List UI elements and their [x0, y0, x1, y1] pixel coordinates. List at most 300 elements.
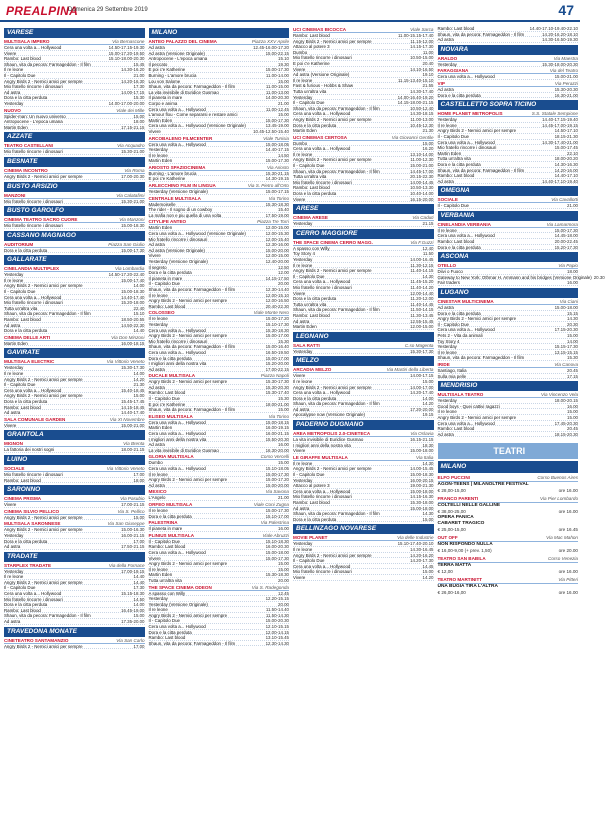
- film-showtimes: 15.00-17.30: [265, 507, 289, 513]
- cinema-address: Via San Giuseppe: [107, 521, 145, 527]
- film-showtimes: 15.30-18.00-20.30: [542, 61, 578, 67]
- cinema-name: SOCIALE: [437, 197, 458, 203]
- city-heading: BELLINZAGO NOVARESE: [293, 524, 434, 534]
- film-title: Cera una volta a... Hollywood: [148, 466, 206, 471]
- city-heading: VERBANIA: [438, 211, 579, 221]
- cinema-address: Via del Teatro: [549, 68, 578, 74]
- film-title: Ad astra: [293, 318, 310, 324]
- film-title: I migliori anni della nostra vita: [148, 361, 207, 367]
- cinema-name: SOCIALE: [4, 465, 25, 471]
- film-title: Yesterday: [437, 398, 457, 404]
- play-price: € 38,00-25,00: [437, 509, 466, 515]
- film-title: Toy Story 4: [293, 251, 315, 257]
- film-title: Il - Capitolo Due: [148, 618, 180, 624]
- film-title: Ad astra: [148, 442, 165, 448]
- film-showtimes: 12.00-14.40: [410, 290, 434, 296]
- film-title: Vivere: [148, 555, 161, 561]
- film-row: [149, 176, 290, 182]
- cinema-address: Via Perazzi: [554, 80, 578, 86]
- film-title: A spasso con Willy: [148, 590, 186, 596]
- cinema-address: Via Vittorio Veneto: [106, 465, 145, 471]
- film-showtimes: 15.00-18.00: [410, 505, 434, 511]
- film-title: Yesterday: [437, 117, 457, 123]
- play-price: € 25,00-15,00: [437, 527, 466, 533]
- film-showtimes: 15.00-16.40: [265, 344, 289, 350]
- film-showtimes: 12.10-15.15: [265, 624, 289, 630]
- cinema-name: SALA RATTI: [293, 342, 320, 348]
- film-title: Angry Birds 2 - Nemici amici per sempre: [148, 333, 228, 339]
- cinema-address: Via Vittorio Veneto: [106, 359, 145, 365]
- film-showtimes: 14.30-16.30: [554, 161, 578, 167]
- film-showtimes: 15.00-18.00: [410, 448, 434, 454]
- film-showtimes: 15.00-17.20: [265, 477, 289, 483]
- film-showtimes: 17.15-21.15: [121, 124, 145, 130]
- film-title: Vivere: [293, 574, 306, 580]
- theatre-name: TEATRO MARTINITT: [437, 577, 483, 583]
- film-title: Angry Birds 2 - Nemici amici per sempre: [293, 384, 372, 390]
- film-row: [149, 448, 290, 454]
- cinema-address: Via Oslavia: [410, 431, 434, 437]
- film-showtimes: 10.45-12.30: [410, 122, 434, 128]
- film-row: [4, 125, 145, 131]
- film-title: Shaun, vita da pecora: Farmageddon - Il film: [148, 344, 236, 350]
- film-title: Il - Capitolo Due: [437, 133, 469, 139]
- film-title: Il re leone: [293, 77, 313, 83]
- theatre-venue: [438, 577, 579, 596]
- film-showtimes: 16.00: [567, 280, 578, 286]
- cinema-name: PLINIUS MULTISALA: [148, 532, 195, 538]
- film-title: Tutta un'altra vita: [293, 301, 327, 307]
- film-title: Il re leone: [437, 409, 457, 415]
- film-showtimes: 14.00-16.40-19.20: [397, 94, 434, 100]
- cinema-name: VIP: [437, 80, 445, 86]
- film-showtimes: 18.00-20.15: [554, 398, 578, 404]
- film-row: [293, 575, 434, 581]
- film-title: Cera una volta a... Hollywood: [437, 420, 495, 426]
- film-title: Il - Capitolo Due: [148, 538, 180, 544]
- city-heading: OMEGNA: [438, 186, 579, 196]
- film-title: Angry Birds 2 - Nemici amici per sempre: [148, 561, 228, 567]
- cinema-name: CINEMA DELLE ARTI: [4, 334, 51, 340]
- film-showtimes: 13.10-14.00: [410, 151, 434, 157]
- film-title: Dora e la citta perduta: [148, 513, 192, 519]
- film-row: [4, 515, 145, 521]
- film-showtimes: 20.00-22.45: [554, 239, 578, 245]
- film-title: Mademoiselle: [148, 201, 176, 207]
- city-heading: CASSANO MAGNAGO: [4, 231, 145, 241]
- film-showtimes: 18.00: [133, 119, 145, 125]
- film-title: Mio fratello rincorre i dinosauri: [4, 596, 63, 602]
- cinema-address: Via della Fornace: [108, 562, 145, 568]
- film-showtimes: 14.20: [422, 574, 434, 580]
- film-showtimes: 15.00: [567, 414, 578, 420]
- film-showtimes: 15.00-17.30: [265, 117, 289, 123]
- film-showtimes: 14.15-16.30: [410, 494, 434, 500]
- cinema-address: Viale dei Mille: [116, 107, 145, 113]
- cinema-address: Via XI Novembre: [109, 416, 145, 422]
- film-title: Cera una volta a... Hollywood: [293, 390, 351, 396]
- cinema-name: ARCADIA MELZO: [293, 367, 332, 373]
- cinema-address: S.S. Statale Sempione: [531, 111, 578, 117]
- film-title: Il segreto: [148, 264, 167, 270]
- play-details: [438, 590, 579, 596]
- film-row: [4, 101, 145, 107]
- play-price: € 26,00-16,00: [437, 590, 466, 596]
- film-showtimes: 15.00-17.30: [554, 227, 578, 233]
- film-title: Cera una volta a... Hollywood: [148, 327, 206, 333]
- film-title: Ad astra: [437, 305, 454, 311]
- film-showtimes: 14.40-17.10-19.40-22.10: [529, 26, 578, 31]
- play-time: ore 16.45: [558, 527, 578, 533]
- film-showtimes: 14.20-17.30: [410, 558, 434, 564]
- film-showtimes: 15.00-17.30: [265, 158, 289, 164]
- play-details: [438, 569, 579, 575]
- cinema-address: Via Ciani: [559, 299, 578, 305]
- theatre-name: TEATRO SAN BABILA: [437, 556, 486, 562]
- city-heading: SARONNO: [4, 485, 145, 495]
- film-row: [293, 517, 434, 523]
- film-title: Shaun, vita da pecora: Farmageddon - Il film: [437, 31, 525, 37]
- film-showtimes: 17.00-21.15: [121, 502, 145, 508]
- film-showtimes: 11.50-14.15: [410, 307, 434, 313]
- film-showtimes: 15.00-18.30: [121, 289, 145, 295]
- film-title: E poi c'e Katherine: [293, 60, 330, 66]
- cinema-name: MOVIE PLANET: [293, 535, 328, 541]
- film-showtimes: 14.00-16.45: [410, 257, 434, 262]
- film-showtimes: 15.10-18.30: [265, 538, 289, 544]
- film-row: [438, 203, 579, 209]
- film-title: Il re leone: [293, 546, 313, 552]
- film-showtimes: 22.10: [567, 150, 578, 156]
- film-title: Il peccato: [148, 61, 168, 67]
- film-showtimes: 15.00-18.30: [410, 472, 434, 478]
- film-showtimes: 18.00: [133, 477, 145, 483]
- play-title: CABARET TRAGICO: [437, 521, 485, 527]
- play-time: ore 16.00: [558, 569, 578, 575]
- film-title: Il pianeta in mare: [148, 95, 183, 101]
- film-title: Apocalypse now (Versione Originale): [293, 412, 365, 418]
- film-showtimes: 15.00-21.00: [121, 422, 145, 428]
- film-showtimes: 15.15-18.30: [121, 591, 145, 597]
- film-title: Angry Birds 2 - Nemici amici per sempre: [4, 579, 83, 585]
- film-title: Mio fratello rincorre i dinosauri: [148, 338, 208, 344]
- film-showtimes: 14.45: [422, 563, 434, 569]
- film-showtimes: 14.30: [422, 460, 434, 466]
- cinema-address: Via Caduti: [412, 215, 434, 221]
- film-showtimes: 16.00-19.15: [265, 425, 289, 431]
- film-title: Ad astra: [148, 384, 165, 390]
- film-showtimes: 14.40: [133, 574, 145, 580]
- cinema-name: SALA COMUNALE GARDEN: [4, 416, 66, 422]
- film-title: Vivere: [293, 196, 306, 202]
- film-showtimes: 22.40: [133, 305, 145, 311]
- film-title: Mio fratello rincorre i dinosauri: [437, 145, 497, 151]
- film-showtimes: 12.00: [278, 270, 289, 276]
- film-showtimes: 14.50-17.15-19.30: [108, 45, 145, 50]
- film-showtimes: 13.15-15.15: [554, 349, 578, 355]
- film-title: Tutta un'altra vita: [148, 577, 182, 583]
- city-heading: BUSTO ARSIZIO: [4, 182, 145, 192]
- film-showtimes: 12.00-15.00: [410, 324, 434, 330]
- film-showtimes: 11.40-14.20: [410, 284, 434, 290]
- cinema-address: Via Vincenzo Vela: [541, 392, 578, 398]
- film-title: Shaun, vita da pecora: Farmageddon - Il film: [4, 613, 91, 619]
- city-heading: LUINO: [4, 455, 145, 465]
- play-title: TERRA MATTA: [437, 563, 472, 569]
- film-title: Il - Capitolo Due: [148, 281, 180, 287]
- film-showtimes: 16.20: [422, 146, 434, 152]
- play-title: AGON-TEENS | MILANOLTRE FESTIVAL: [437, 482, 529, 488]
- film-title: Ad astra: [293, 505, 310, 511]
- film-showtimes: 15.00-17.15: [265, 189, 289, 195]
- film-showtimes: 14.30-17.40-21.00: [542, 139, 578, 145]
- film-showtimes: 19.10: [422, 72, 434, 78]
- film-row: [149, 367, 290, 373]
- film-showtimes: 10.45-12.50-15.40: [253, 128, 289, 134]
- film-title: Il re leone: [4, 277, 24, 283]
- city-heading: TRAVEDONA MONATE: [4, 627, 145, 637]
- film-showtimes: 12.55-15.45: [410, 318, 434, 324]
- film-showtimes: 19.15: [422, 412, 434, 418]
- play-time: ore 16.00: [558, 488, 578, 494]
- cinema-address: Via Don Minzoni: [111, 334, 145, 340]
- film-row: [438, 245, 579, 251]
- film-showtimes: 14.10-16.50: [410, 66, 434, 72]
- film-showtimes: 16.00-20.30: [265, 544, 289, 550]
- film-showtimes: 14.45-18.00: [554, 233, 578, 239]
- cinema-name: MULTISALA ELECTRIC: [4, 359, 55, 365]
- film-title: Dora e la citta perduta: [4, 328, 48, 334]
- film-showtimes: 18.00-21.15: [121, 447, 145, 453]
- film-row: [149, 483, 290, 489]
- cinema-name: TEATRO CASTELLANI: [4, 143, 53, 149]
- film-title: Il pianeta in mare: [148, 275, 183, 281]
- film-title: Shaun, vita da pecora: Farmageddon - Il film: [437, 355, 525, 361]
- film-title: Cera una volta a... Hollywood: [148, 549, 206, 555]
- city-heading: BUSTO GAROLFO: [4, 206, 145, 216]
- cinema-name: CINETEATRO SANTAMANZIO: [4, 637, 69, 643]
- film-title: Mio fratello rincorre i dinosauri: [4, 84, 63, 90]
- film-title: Dora e la citta perduta: [293, 122, 337, 128]
- film-title: Shaun, vita da pecora: Farmageddon - Il film: [148, 640, 236, 646]
- film-showtimes: 15.30-21.15: [265, 170, 289, 176]
- city-heading: CASTELLETTO SOPRA TICINO: [438, 100, 579, 110]
- cinema-address: Via Torino: [268, 195, 289, 201]
- film-row: [4, 644, 145, 650]
- cinema-address: Via delle Industrie: [397, 535, 434, 541]
- film-showtimes: 14.45-17.00-19.15: [542, 122, 578, 128]
- film-showtimes: 12.50: [278, 264, 289, 270]
- film-showtimes: 15.00-20.00: [265, 482, 289, 488]
- film-showtimes: 11.00-15.15-17.40: [397, 33, 434, 38]
- cinema-address: Via Papio: [558, 263, 578, 269]
- film-showtimes: 14.15-17.30: [410, 44, 434, 50]
- cinema-address: Via Maestra: [553, 55, 578, 61]
- film-title: Il - Capitolo Due: [4, 382, 36, 388]
- film-showtimes: 17.20-20.00: [410, 406, 434, 412]
- film-showtimes: 15.45: [133, 61, 145, 67]
- film-row: [438, 432, 579, 438]
- film-showtimes: 15.30: [278, 396, 289, 402]
- film-showtimes: 11.30-12.15: [410, 262, 434, 268]
- play-price: € 16,00-9,00 (+ prev. 1,50): [437, 548, 492, 554]
- film-showtimes: 16.15-21.15: [410, 437, 434, 443]
- film-showtimes: 11.00-12.45: [265, 106, 289, 112]
- film-showtimes: 14.40-17.10: [554, 173, 578, 179]
- film-title: Yesterday: [293, 541, 313, 547]
- city-heading: GALLARATE: [4, 255, 145, 265]
- film-title: Martin Eden: [148, 158, 173, 164]
- film-title: Rambo: Last blood: [148, 544, 186, 550]
- cinema-name: CENTRALE MULTISALA: [148, 195, 201, 201]
- film-title: Shaun, vita da pecora: Farmageddon - Il film: [293, 105, 380, 111]
- film-showtimes: 16.00-18.15: [121, 340, 145, 346]
- theatre-venue: [438, 496, 579, 533]
- film-row: [293, 221, 434, 227]
- city-heading: LUGANO: [438, 288, 579, 298]
- film-title: Cera una volta a... Hollywood: [437, 74, 495, 80]
- film-showtimes: 12.00-14.15: [265, 629, 289, 635]
- film-showtimes: 15.00: [133, 393, 145, 399]
- city-heading: PADERNO DUGNANO: [293, 420, 434, 430]
- film-showtimes: 15.00: [278, 561, 289, 567]
- film-row: [149, 514, 290, 520]
- film-row: [4, 149, 145, 155]
- cinema-name: CINEMA INCONTRO: [4, 167, 48, 173]
- cinema-address: Via Torino: [268, 413, 289, 419]
- film-title: Il re leone: [148, 152, 168, 158]
- film-title: Dora e la citta perduta: [148, 629, 192, 635]
- film-title: Dora e la citta perduta: [4, 538, 48, 544]
- film-title: Dora e la citta perduta: [148, 270, 192, 276]
- cinema-name: CITYLIFE ANTEO: [148, 219, 187, 225]
- film-title: Cera una volta a... Hollywood: [293, 111, 351, 117]
- listings-columns: [4, 26, 605, 835]
- city-heading: LEGNANO: [293, 332, 434, 342]
- film-showtimes: 14.50: [133, 596, 145, 602]
- film-showtimes: 20.45: [567, 426, 578, 432]
- cinema-name: UCI CINEMAS CERTOSA: [293, 134, 348, 140]
- cinema-address: Corso Vercelli: [260, 454, 289, 460]
- film-showtimes: 14.45-17.00: [410, 168, 434, 174]
- film-showtimes: 17.30: [133, 585, 145, 591]
- film-title: Il re leone: [148, 316, 168, 322]
- film-showtimes: 15.00: [278, 407, 289, 413]
- film-showtimes: 11.20-12.00: [410, 296, 434, 302]
- film-showtimes: 14.15-18.45: [121, 404, 145, 410]
- film-title: Il re leone: [293, 378, 313, 384]
- film-showtimes: 15.00-16.30: [121, 527, 145, 533]
- film-showtimes: 15.30-20.30: [265, 384, 289, 390]
- cinema-name: MULTISALA TEATRO: [437, 392, 484, 398]
- film-title: Ad astra: [148, 242, 165, 248]
- film-title: Angry Birds 2 - Nemici amici per sempre: [4, 173, 83, 179]
- listings-column-2: [149, 26, 290, 835]
- city-heading: MELZO: [293, 356, 434, 366]
- film-title: Ad astra: [4, 322, 21, 328]
- film-showtimes: 15.00: [422, 140, 434, 146]
- film-title: Angry Birds 2 - Nemici amici per sempre: [293, 466, 372, 472]
- film-showtimes: 21.00: [133, 72, 145, 78]
- film-title: Yesterday: [437, 61, 457, 67]
- film-title: Ad astra: [437, 431, 454, 437]
- film-title: Mio fratello rincorre i dinosauri: [293, 284, 352, 290]
- film-title: Angry Birds 2 - Nemici amici per sempre: [4, 283, 83, 289]
- film-title: Shaun, vita da pecora: Farmageddon - Il film: [4, 311, 91, 317]
- film-showtimes: 15.00-22.15: [265, 50, 289, 56]
- film-title: Ad astra: [4, 619, 21, 625]
- film-showtimes: 14.30: [422, 273, 434, 279]
- film-showtimes: 21.00: [567, 203, 578, 209]
- city-heading: MENDRISIO: [438, 381, 579, 391]
- cinema-address: Via Pasubio: [120, 496, 145, 502]
- play-title: UNA BUGIA TIRA L'ALTRA: [437, 584, 498, 590]
- film-showtimes: 21.30: [422, 128, 434, 134]
- film-title: Yesterday: [4, 532, 24, 538]
- film-showtimes: 15.00: [278, 460, 289, 466]
- film-showtimes: 17.00-22.15: [265, 366, 289, 372]
- film-title: Mio fratello rincorre i dinosauri: [4, 149, 63, 155]
- city-heading: VARESE: [4, 28, 145, 38]
- film-title: Dora e la citta perduta: [293, 395, 337, 401]
- film-row: [4, 199, 145, 205]
- cinema-address: Via S. Radegonda: [251, 584, 289, 590]
- film-title: Mio fratello rincorre i dinosauri: [4, 300, 63, 306]
- film-row: [149, 158, 290, 164]
- film-title: Martin Eden: [4, 340, 28, 346]
- film-title: Il re leone: [148, 507, 168, 513]
- film-showtimes: 12.30-16.00: [265, 242, 289, 248]
- film-title: Il - Capitolo Due: [4, 585, 36, 591]
- film-title: Cera una volta a... Hollywood: [148, 419, 206, 425]
- film-showtimes: 15.00-17.30: [265, 471, 289, 477]
- film-showtimes: 15.10: [133, 311, 145, 317]
- film-title: Rambo: Last blood: [4, 56, 41, 62]
- film-showtimes: 11.50-14.40: [265, 607, 289, 613]
- cinema-address: Via Italia: [415, 454, 434, 460]
- film-showtimes: 14.20-16.00: [554, 167, 578, 173]
- film-showtimes: 17.30: [133, 84, 145, 90]
- film-showtimes: 16.00: [567, 403, 578, 409]
- film-showtimes: 15.30-18.30: [265, 327, 289, 333]
- film-row: [293, 197, 434, 203]
- film-title: Angry Birds 2 - Nemici amici per sempre: [437, 414, 517, 420]
- film-showtimes: 17.15-20.30: [554, 327, 578, 333]
- cinema-address: Via F.Guzzi: [410, 239, 434, 245]
- film-title: Fair traders: [437, 280, 460, 286]
- film-showtimes: 14.00-20.30: [265, 95, 289, 101]
- film-showtimes: 14.20-16.30: [121, 78, 145, 84]
- film-showtimes: 15.40: [278, 207, 289, 213]
- film-title: Cera una volta a... Hollywood: [293, 488, 351, 494]
- issue-date: Domenica 29 Settembre 2019: [68, 7, 148, 13]
- film-showtimes: 14.20-16.20-18.10: [542, 31, 578, 37]
- play-details: [438, 488, 579, 494]
- film-showtimes: 14.30-17.40: [410, 88, 434, 94]
- film-showtimes: 18.50-20.55: [121, 317, 145, 323]
- film-row: [4, 328, 145, 334]
- film-title: Il re leone: [148, 292, 168, 298]
- film-showtimes: 14.50-22.30: [121, 322, 145, 328]
- film-showtimes: 21.00: [278, 100, 289, 106]
- cinema-name: MULTISALA IMPERO: [4, 39, 50, 44]
- film-title: Dumbo: [293, 49, 308, 55]
- film-showtimes: 15.00: [133, 514, 145, 520]
- cinema-name: CINEMA SILVIO PELLICO: [4, 508, 60, 514]
- cinema-name: ANTEO PALAZZO DEL CINEMA: [148, 39, 217, 44]
- play-title: COLTELLI NELLE GALLINE: [437, 503, 501, 509]
- theatre-name: FRANCO PARENTI: [437, 496, 479, 502]
